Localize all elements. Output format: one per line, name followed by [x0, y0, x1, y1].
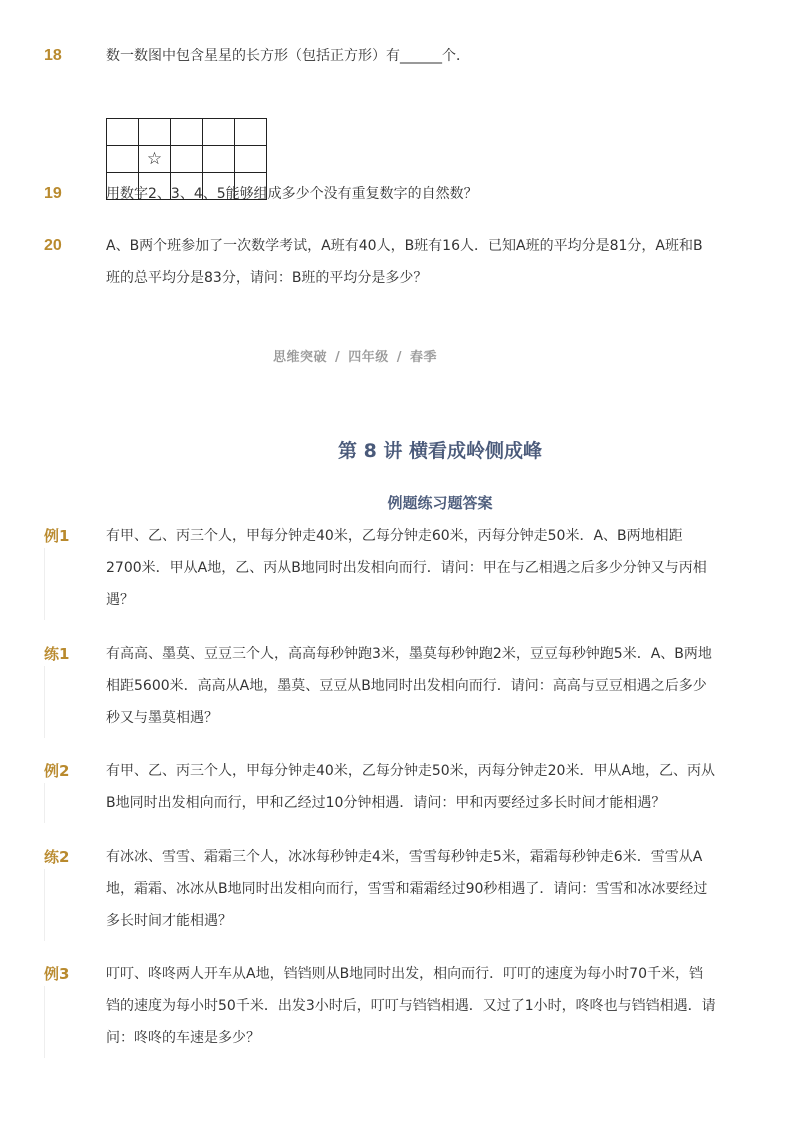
label-divider	[44, 548, 45, 620]
example-label: 例1	[44, 527, 70, 545]
page-footer	[0, 346, 710, 365]
label-divider	[44, 666, 45, 738]
footer-separator: /	[334, 350, 341, 365]
problem-number: 19	[44, 185, 62, 202]
problem-number: 20	[44, 237, 62, 254]
example-label: 例3	[44, 965, 70, 983]
example-text: 叮叮、咚咚两人开车从A地，铛铛则从B地同时出发，相向而行．叮叮的速度为每小时70千米，铛铛的速度为每小时50千米．出发3小时后，叮叮与铛铛相遇．又过了1小时，咚咚也与铛铛相遇．请问：咚咚的车速是多少？	[106, 966, 716, 1046]
footer-separator: /	[396, 350, 402, 365]
problem-text: A、B两个班参加了一次数学考试，A班有40人，B班有16人．已知A班的平均分是81分，A班和B班的总平均分是83分，请问：B班的平均分是多少？	[106, 238, 703, 286]
label-divider	[44, 783, 45, 823]
section-title: 例题练习题答案	[387, 494, 493, 512]
footer-term: 春季	[410, 350, 438, 365]
example-text: 有甲、乙、丙三个人，甲每分钟走40米，乙每分钟走60米，丙每分钟走50米．A、B两地相距2700米．甲从A地，乙、丙从B地同时出发相向而行．请问：甲在与乙相遇之后多少分钟又与丙相遇？	[106, 528, 707, 608]
problem-number: 18	[44, 47, 62, 64]
practice-text: 有高高、墨莫、豆豆三个人，高高每秒钟跑3米，墨莫每秒钟跑2米，豆豆每秒钟跑5米．A、B两地相距5600米．高高从A地，墨莫、豆豆从B地同时出发相向而行．请问：高高与豆豆相遇之后多少秒又与墨莫相遇？	[106, 646, 712, 726]
practice-label: 练2	[44, 848, 70, 866]
footer-series: 思维突破	[272, 350, 327, 365]
problem-text: 数一数图中包含星星的长方形（包括正方形）有______个．	[106, 48, 470, 64]
label-divider	[44, 986, 45, 1058]
example-text: 有甲、乙、丙三个人，甲每分钟走40米，乙每分钟走50米，丙每分钟走20米．甲从A地，乙、丙从B地同时出发相向而行，甲和乙经过10分钟相遇．请问：甲和丙要经过多长时间才能相遇？	[106, 763, 716, 811]
problem-text: 用数字2、3、4、5能够组成多少个没有重复数字的自然数？	[106, 186, 478, 202]
practice-label: 练1	[44, 645, 70, 663]
example-label: 例2	[44, 762, 70, 780]
lecture-title: 第 8 讲 横看成岭侧成峰	[337, 440, 543, 462]
practice-text: 有冰冰、雪雪、霜霜三个人，冰冰每秒钟走4米，雪雪每秒钟走5米，霜霜每秒钟走6米．雪雪从A地，霜霜、冰冰从B地同时出发相向而行，雪雪和霜霜经过90秒相遇了．请问：雪雪和冰冰要经过多长时间才能相遇？	[106, 849, 708, 929]
star-icon: ☆	[139, 146, 171, 173]
label-divider	[44, 869, 45, 941]
footer-grade: 四年级	[348, 350, 389, 365]
